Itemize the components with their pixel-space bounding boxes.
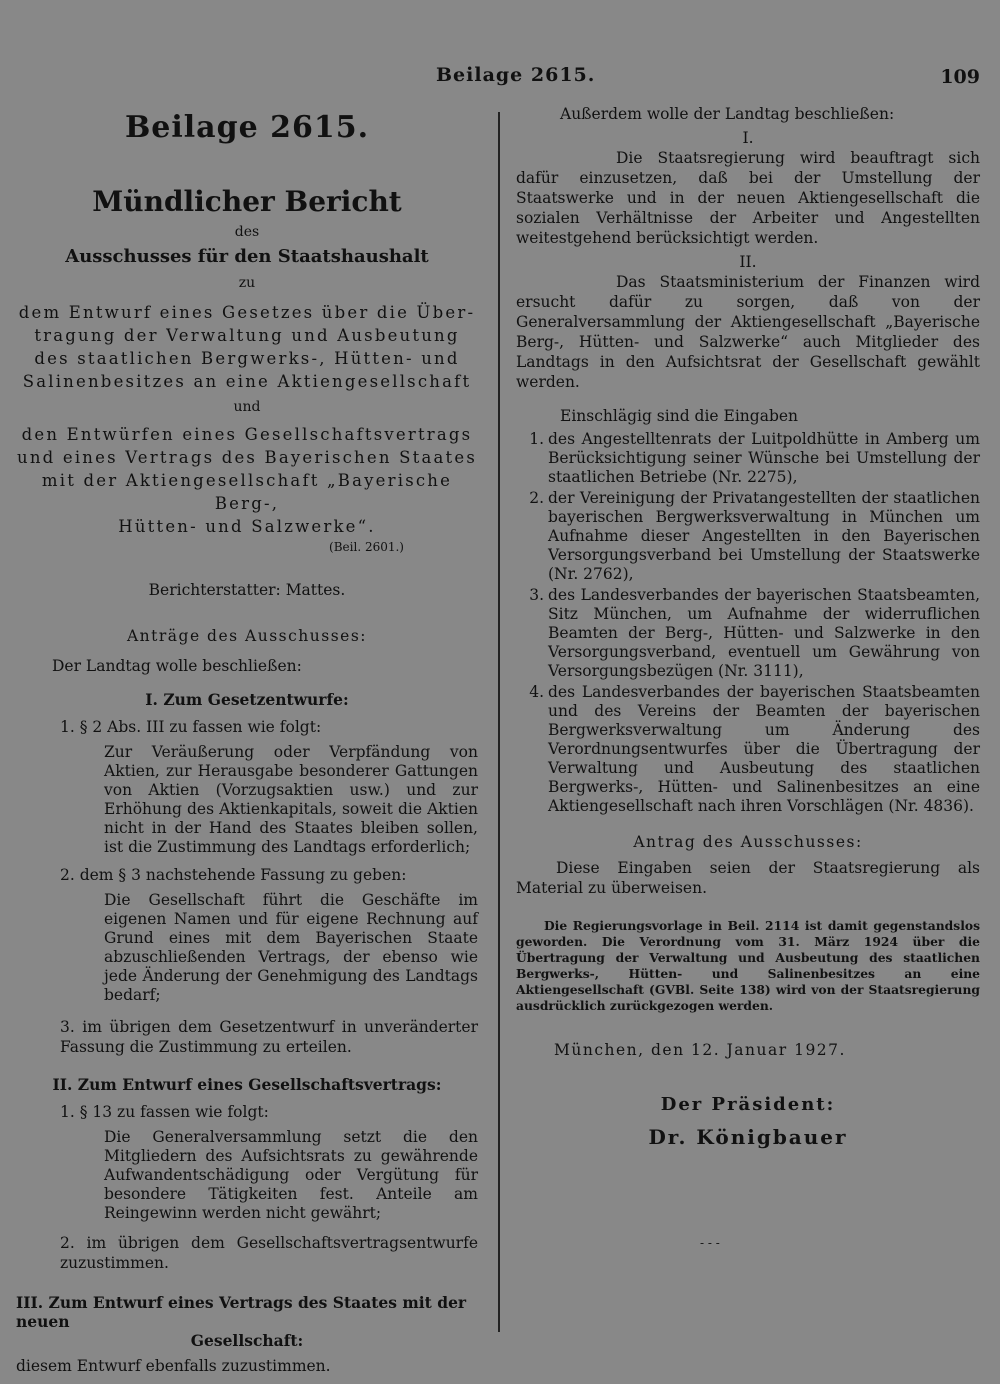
date-line: München, den 12. Januar 1927. <box>554 1041 846 1059</box>
landtag-resolve: Der Landtag wolle beschließen: <box>52 657 302 675</box>
petition-number: 2. <box>529 489 544 507</box>
section1-item2: 2. dem § 3 nachstehende Fassung zu geben: <box>60 866 407 884</box>
left-column <box>16 104 478 1376</box>
section3-text: diesem Entwurf ebenfalls zuzustimmen. <box>16 1357 331 1375</box>
resolution2-text: Das Staatsministerium der Finanzen wird ersucht dafür zu sorgen, daß von der Generalversammlung der Aktiengesellschaft „Bayerische Berg-, Hütten- und Salzwerke“ auch Mitglieder des Landtags in den Aufsichtsrat der Gesellschaft gewählt werden. <box>516 273 980 391</box>
footnote: Die Regierungsvorlage in Beil. 2114 ist damit gegenstandslos geworden. Die Verordnung vom 31. März 1924 über die Übertragung der Verwaltung und Ausbeutung des staatlichen Bergwerks-, Hütten- und Salinenbesitzes an eine Aktiengesellschaft (GVBl. Seite 138) wird von der Staatsregierung ausdrücklich zurückgezogen werden. <box>516 918 980 1013</box>
subject-line: Salinenbesitzes an eine Aktiengesellschaft <box>22 372 472 391</box>
petition-number: 3. <box>529 586 544 604</box>
subject2-line: den Entwürfen eines Gesellschaftsvertrags <box>21 425 473 444</box>
word-und: und <box>233 399 261 415</box>
resolution2-number: II. <box>739 253 757 271</box>
section1-item1-text: Zur Veräußerung oder Verpfändung von Aktien, zur Herausgabe besonderer Gattungen von Aktien (Vorzugsaktien usw.) und zur Erhöhung des Aktienkapitals, soweit die Aktien nicht in der Hand des Staates bleiben sollen, ist die Zustimmung des Landtags erforderlich; <box>104 743 478 856</box>
petition-text: des Landesverbandes der bayerischen Staatsbeamten, Sitz München, um Aufnahme der widerruflichen Beamten der Berg-, Hütten- und Salzwerke in den Versorgungsverband, eventuell um Gewährung von Versorgungsbezügen (Nr. 3111), <box>548 586 980 680</box>
subject-line: tragung der Verwaltung und Ausbeutung <box>34 326 460 345</box>
section2-item1: 1. § 13 zu fassen wie folgt: <box>60 1103 269 1121</box>
petition-number: 4. <box>529 683 544 701</box>
petition-list <box>516 430 980 816</box>
section1-heading: I. Zum Gesetzentwurfe: <box>145 690 349 709</box>
petition-item <box>516 489 980 584</box>
resolution1-number: I. <box>742 129 754 147</box>
section2-heading: II. Zum Entwurf eines Gesellschaftsvertrags: <box>52 1075 442 1094</box>
section3-heading: III. Zum Entwurf eines Vertrags des Staates mit der neuen <box>16 1293 467 1331</box>
right-intro: Außerdem wolle der Landtag beschließen: <box>560 105 895 123</box>
petitions-intro: Einschlägig sind die Eingaben <box>560 407 799 425</box>
petition-number: 1. <box>529 430 544 448</box>
running-head <box>0 64 1000 94</box>
petition-text: des Angestelltenrats der Luitpoldhütte in Amberg um Berücksichtigung seiner Wünsche bei Umstellung der staatlichen Betriebe (Nr. 2275), <box>548 430 980 486</box>
subject2-line: mit der Aktiengesellschaft „Bayerische Berg-, <box>41 471 453 513</box>
subject-line: des staatlichen Bergwerks-, Hütten- und <box>34 349 460 368</box>
president-title: Der Präsident: <box>660 1094 836 1115</box>
subject-block <box>16 301 478 393</box>
president-name: Dr. Königbauer <box>648 1125 848 1149</box>
subject2-block <box>16 423 478 538</box>
section2-item1-text: Die Generalversammlung setzt die den Mitgliedern des Aufsichtsrats zu gewährende Aufwandentschädigung oder Vergütung für besondere Tätigkeiten fest. Anteile am Reingewinn werden nicht gewährt; <box>104 1128 478 1222</box>
report-title: Mündlicher Bericht <box>92 185 402 218</box>
section3-heading-cont: Gesellschaft: <box>190 1331 304 1350</box>
subject2-line: und eines Vertrags des Bayerischen Staates <box>17 448 477 467</box>
subject2-line: Hütten- und Salzwerke“. <box>118 517 376 536</box>
section1-item3: 3. im übrigen dem Gesetzentwurf in unveränderter Fassung die Zustimmung zu erteilen. <box>60 1018 478 1056</box>
motion-heading: Antrag des Ausschusses: <box>633 833 863 851</box>
section1-item2-text: Die Gesellschaft führt die Geschäfte im eigenen Namen und für eigene Rechnung auf Grund eines mit dem Bayerischen Staate abzuschließenden Vertrags, der ebenso wie jede Änderung der Genehmigung des Landtags bedarf; <box>104 891 478 1004</box>
petition-item <box>516 586 980 681</box>
word-zu: zu <box>238 275 256 291</box>
running-head-title: Beilage 2615. <box>436 64 596 86</box>
reference: (Beil. 2601.) <box>329 540 404 554</box>
section2-item2: 2. im übrigen dem Gesellschaftsvertragsentwurfe zuzustimmen. <box>60 1234 478 1272</box>
motions-heading: Anträge des Ausschusses: <box>126 627 368 645</box>
petition-text: des Landesverbandes der bayerischen Staatsbeamten und des Vereins der Beamten der bayerischen Bergwerksverwaltung um Änderung des Verordnungsentwurfes über die Übertragung der Verwaltung und Ausbeutung des staatlichen Bergwerks-, Hütten- und Salinenbesitzes an eine Aktiengesellschaft nach ihren Vorschlägen (Nr. 4836). <box>548 683 980 815</box>
petition-text: der Vereinigung der Privatangestellten der staatlichen bayerischen Bergwerksverwaltung in München um Aufnahme dieser Angestellten in den Bayerischen Versorgungsverband bei Umstellung der Staatswerke (Nr. 2762), <box>548 489 980 583</box>
petition-item <box>516 430 980 487</box>
column-divider <box>498 112 500 1332</box>
supplement-title: Beilage 2615. <box>124 110 370 145</box>
subject-line: dem Entwurf eines Gesetzes über die Über- <box>18 303 476 322</box>
section1-item1: 1. § 2 Abs. III zu fassen wie folgt: <box>60 718 322 736</box>
committee-name: Ausschusses für den Staatshaushalt <box>65 246 429 267</box>
petition-item <box>516 683 980 816</box>
resolution1-text: Die Staatsregierung wird beauftragt sich dafür einzusetzen, daß bei der Umstellung der Staatswerke und in der neuen Aktiengesellschaft die sozialen Verhältnisse der Arbeiter und Angestellten weitestgehend berücksichtigt werden. <box>516 149 980 247</box>
rapporteur: Berichterstatter: Mattes. <box>148 581 346 599</box>
page-number: 109 <box>940 66 980 88</box>
right-column <box>516 104 980 1149</box>
motion-text: Diese Eingaben seien der Staatsregierung als Material zu überweisen. <box>516 859 980 897</box>
separator-mark: - - - <box>700 1236 720 1250</box>
word-des: des <box>234 224 260 240</box>
